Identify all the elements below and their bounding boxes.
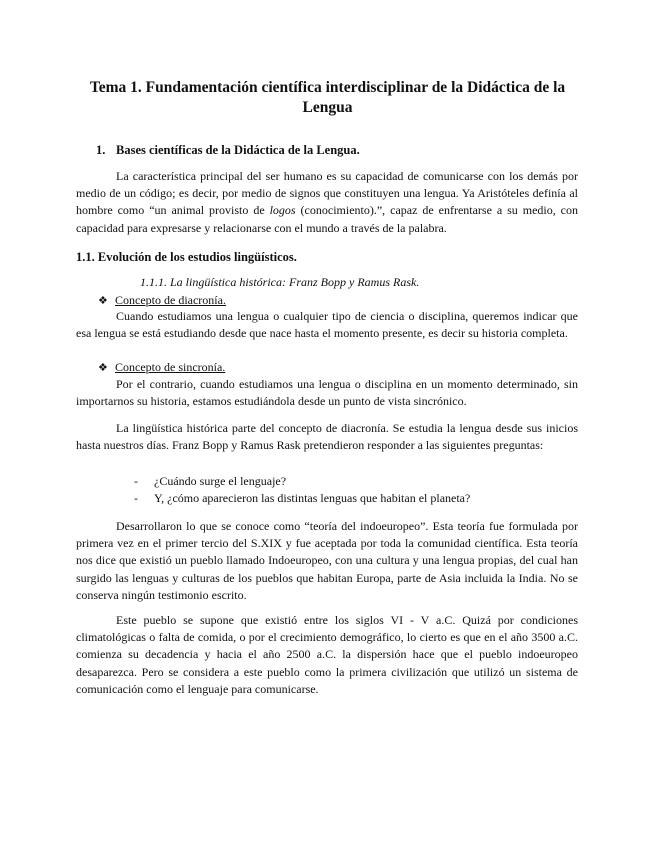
intro-text-start: La característica principal del ser humano es su capacidad de comunicarse con los demás por medio de un código; es decir, por medio de signos que constituyen una lengua. Ya Aristóteles definía al hombre como “un animal provisto de bbox=[76, 169, 578, 218]
indoeuropeo-paragraph: Desarrollaron lo que se conoce como “teoría del indoeuropeo”. Esta teoría fue formulada por primera vez en el primer tercio del S.XIX y fue aceptada por toda la comunidad científica. Esta teoría nos dice que existió un pueblo llamado Indoeuropeo, con una cultura y una lengua propias, del cual han surgido las lenguas y culturas de los pueblos que habitan Europa, parte de Asia incluida la India. No se conserva ningún testimonio escrito. bbox=[76, 519, 578, 602]
diacronia-paragraph: Cuando estudiamos una lengua o cualquier tipo de ciencia o disciplina, queremos indicar que esa lengua se está estudiando desde que nace hasta el momento presente, es decir su historia completa. bbox=[76, 309, 578, 341]
subsection-heading: 1.1. Evolución de los estudios lingüísticos. bbox=[76, 250, 297, 264]
dash-bullet: - bbox=[134, 491, 138, 505]
subsubsection-heading: 1.1.1. La lingüística histórica: Franz Bopp y Ramus Rask. bbox=[140, 275, 420, 289]
list-item bbox=[134, 490, 470, 507]
document-title: Tema 1. Fundamentación científica interdisciplinar de la Didáctica de la Lengua bbox=[89, 79, 566, 116]
sincronia-paragraph: Por el contrario, cuando estudiamos una lengua o disciplina en un momento determinado, sin importarnos su historia, estamos estudiándola desde un punto de vista sincrónico. bbox=[76, 377, 578, 409]
bullet-diacronia-label: Concepto de diacronía. bbox=[115, 293, 226, 307]
section-title: Bases científicas de la Didáctica de la Lengua. bbox=[116, 143, 360, 157]
question-text: Y, ¿cómo aparecieron las distintas lenguas que habitan el planeta? bbox=[154, 491, 471, 505]
historica-paragraph: La lingüística histórica parte del concepto de diacronía. Se estudia la lengua desde sus inicios hasta nuestros días. Franz Bopp y Ramus Rask pretendieron responder a las siguientes preguntas: bbox=[76, 421, 578, 453]
list-item bbox=[134, 473, 286, 490]
section-heading-1 bbox=[96, 143, 360, 158]
question-text: ¿Cuándo surge el lenguaje? bbox=[154, 474, 287, 488]
intro-italic-term: logos bbox=[269, 203, 296, 218]
diamond-bullet-icon: ❖ bbox=[98, 295, 108, 307]
dash-bullet: - bbox=[134, 474, 138, 488]
intro-paragraph bbox=[76, 168, 578, 237]
bullet-sincronia bbox=[98, 359, 225, 377]
bullet-sincronia-label: Concepto de sincronía. bbox=[115, 360, 226, 374]
intro-text-end: (conocimiento).”, capaz de enfrentarse a su medio, con capacidad para expresarse y relacionarse con el mundo a través de la palabra. bbox=[76, 203, 578, 235]
section-number: 1. bbox=[96, 143, 106, 157]
diamond-bullet-icon: ❖ bbox=[98, 362, 108, 374]
pueblo-paragraph: Este pueblo se supone que existió entre los siglos VI - V a.C. Quizá por condiciones climatológicas o falta de comida, o por el crecimiento demográfico, lo cierto es que en el año 3500 a.C. comienza su decadencia y hacia el año 2500 a.C. la dispersión hace que el pueblo indoeuropeo desaparezca. Pero se considera a este pueblo como la primera civilización que utilizó un sistema de comunicación como el lenguaje para comunicarse. bbox=[76, 613, 578, 696]
